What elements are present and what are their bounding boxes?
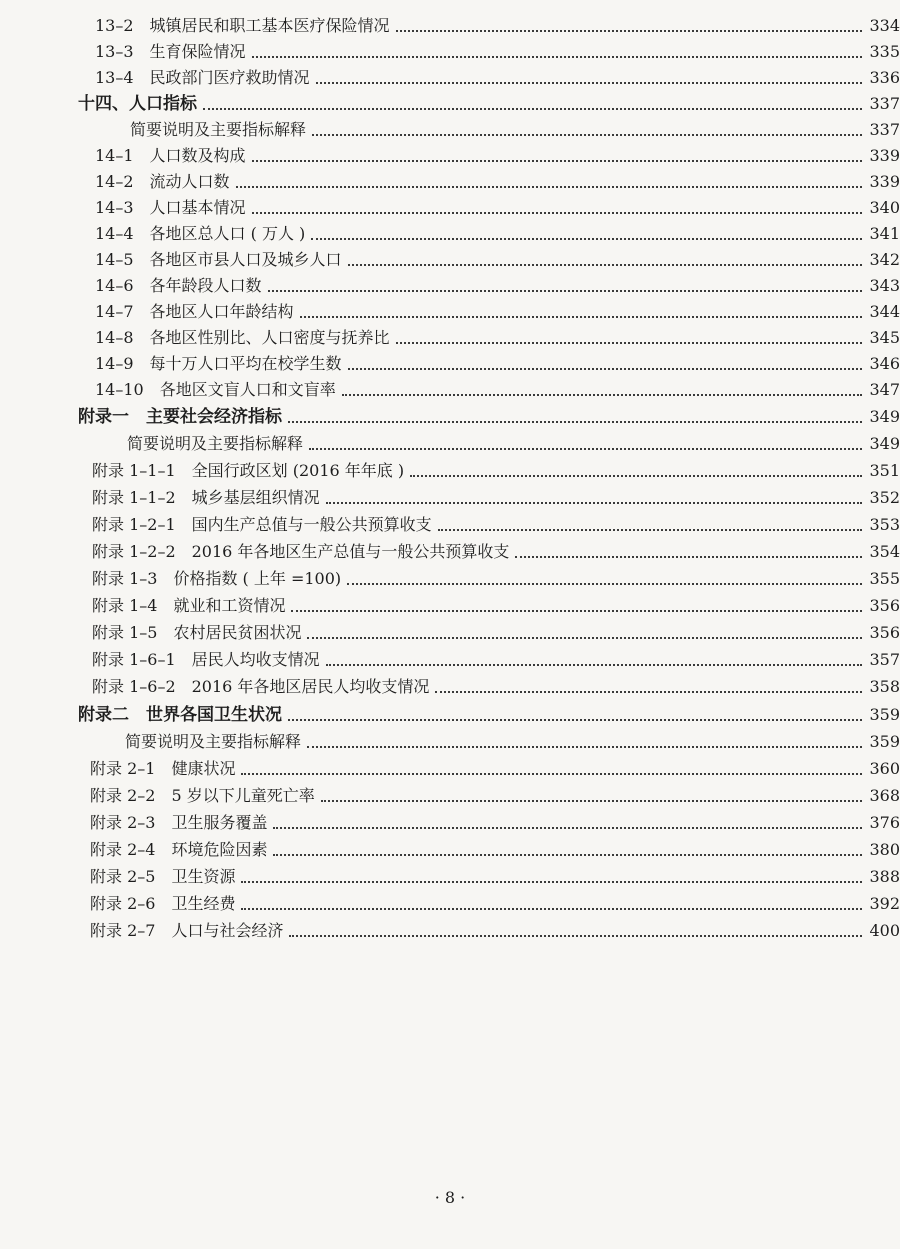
- toc-entry-page: 355: [869, 569, 900, 588]
- dot-leader: [316, 81, 862, 84]
- toc-entry[interactable]: [0, 270, 900, 296]
- dot-leader: [252, 159, 862, 162]
- toc-entry-page: 342: [869, 250, 900, 269]
- toc-entry[interactable]: [0, 166, 900, 192]
- toc-entry-page: 358: [869, 677, 900, 696]
- toc-entry[interactable]: [0, 780, 900, 806]
- dot-leader: [309, 447, 862, 450]
- dot-leader: [326, 501, 862, 504]
- toc-entry[interactable]: [0, 140, 900, 166]
- toc-entry-label: 附录 1–4 就业和工资情况: [92, 596, 286, 615]
- dot-leader: [241, 907, 862, 910]
- toc-entry-page: 352: [869, 488, 900, 507]
- dot-leader: [410, 474, 862, 477]
- dot-leader: [396, 29, 862, 32]
- toc-entry-page: 347: [869, 380, 900, 399]
- toc-entry[interactable]: [0, 296, 900, 322]
- toc-entry-label: 13–4 民政部门医疗救助情况: [95, 68, 310, 87]
- toc-entry-label: 附录 2–4 环境危险因素: [90, 840, 268, 859]
- dot-leader: [435, 690, 862, 693]
- toc-entry-page: 345: [869, 328, 900, 347]
- toc-section-heading[interactable]: [0, 88, 900, 114]
- toc-entry-page: 357: [869, 650, 900, 669]
- dot-leader: [438, 528, 862, 531]
- toc-entry-page: 368: [869, 786, 900, 805]
- toc-entry-label: 附录 2–2 5 岁以下儿童死亡率: [90, 786, 315, 805]
- dot-leader: [291, 609, 862, 612]
- toc-entry[interactable]: [0, 617, 900, 643]
- toc-entry-label: 14–6 各年龄段人口数: [95, 276, 262, 295]
- dot-leader: [311, 237, 862, 240]
- toc-entry-label: 附录 1–1–2 城乡基层组织情况: [92, 488, 320, 507]
- toc-entry[interactable]: [0, 915, 900, 941]
- toc-entry-page: 359: [869, 705, 900, 724]
- toc-entry-page: 346: [869, 354, 900, 373]
- toc-entry-page: 341: [869, 224, 900, 243]
- toc-entry-label: 14–1 人口数及构成: [95, 146, 246, 165]
- toc-section-heading[interactable]: [0, 401, 900, 427]
- toc-entry-page: 356: [869, 596, 900, 615]
- dot-leader: [312, 133, 862, 136]
- toc-entry-label: 14–10 各地区文盲人口和文盲率: [95, 380, 336, 399]
- toc-entry-label: 附录 1–2–1 国内生产总值与一般公共预算收支: [92, 515, 432, 534]
- toc-entry-page: 344: [869, 302, 900, 321]
- toc-entry[interactable]: [0, 192, 900, 218]
- toc-entry-label: 14–8 各地区性别比、人口密度与抚养比: [95, 328, 390, 347]
- toc-entry[interactable]: [0, 888, 900, 914]
- dot-leader: [300, 315, 862, 318]
- dot-leader: [268, 289, 862, 292]
- toc-entry-page: 392: [869, 894, 900, 913]
- toc-entry-label: 附录 1–5 农村居民贫困状况: [92, 623, 302, 642]
- toc-entry-label: 附录 2–6 卫生经费: [90, 894, 236, 913]
- dot-leader: [289, 934, 862, 937]
- toc-entry[interactable]: [0, 834, 900, 860]
- toc-entry[interactable]: [0, 244, 900, 270]
- toc-entry-label: 简要说明及主要指标解释: [130, 120, 307, 139]
- toc-entry-label: 14–4 各地区总人口 ( 万人 ): [95, 224, 306, 243]
- toc-entry[interactable]: [0, 861, 900, 887]
- toc-entry[interactable]: [0, 348, 900, 374]
- toc-entry[interactable]: [0, 455, 900, 481]
- toc-entry[interactable]: [0, 753, 900, 779]
- dot-leader: [396, 341, 862, 344]
- toc-entry-label: 14–9 每十万人口平均在校学生数: [95, 354, 342, 373]
- toc-entry[interactable]: [0, 36, 900, 62]
- dot-leader: [288, 718, 862, 721]
- toc-entry-page: 353: [869, 515, 900, 534]
- toc-entry[interactable]: [0, 726, 900, 752]
- toc-entry[interactable]: [0, 644, 900, 670]
- dot-leader: [326, 663, 862, 666]
- toc-entry-page: 400: [869, 921, 900, 940]
- toc-entry[interactable]: [0, 10, 900, 36]
- dot-leader: [515, 555, 862, 558]
- dot-leader: [273, 853, 862, 856]
- toc-entry-label: 附录 2–1 健康状况: [90, 759, 236, 778]
- toc-entry[interactable]: [0, 62, 900, 88]
- toc-entry-label: 14–5 各地区市县人口及城乡人口: [95, 250, 342, 269]
- toc-entry-page: 339: [869, 172, 900, 191]
- dot-leader: [307, 636, 862, 639]
- toc-entry-label: 14–2 流动人口数: [95, 172, 230, 191]
- dot-leader: [241, 772, 862, 775]
- toc-entry-page: 359: [869, 732, 900, 751]
- toc-entry-label: 附录 1–6–1 居民人均收支情况: [92, 650, 320, 669]
- toc-entry-label: 14–7 各地区人口年龄结构: [95, 302, 294, 321]
- toc-entry-page: 339: [869, 146, 900, 165]
- dot-leader: [236, 185, 862, 188]
- toc-entry-page: 360: [869, 759, 900, 778]
- toc-entry-label: 简要说明及主要指标解释: [125, 732, 302, 751]
- toc-entry-label: 附录 2–3 卫生服务覆盖: [90, 813, 268, 832]
- toc-entry[interactable]: [0, 428, 900, 454]
- dot-leader: [347, 582, 862, 585]
- toc-entry-page: 336: [869, 68, 900, 87]
- toc-entry[interactable]: [0, 482, 900, 508]
- toc-entry-page: 335: [869, 42, 900, 61]
- dot-leader: [252, 55, 862, 58]
- page-number-footer: · 8 ·: [434, 1188, 466, 1207]
- toc-entry[interactable]: [0, 563, 900, 589]
- toc-entry[interactable]: [0, 509, 900, 535]
- toc-entry-page: 349: [869, 434, 900, 453]
- dot-leader: [307, 745, 862, 748]
- dot-leader: [342, 393, 862, 396]
- toc-entry-label: 简要说明及主要指标解释: [127, 434, 304, 453]
- dot-leader: [252, 211, 862, 214]
- toc-entry-page: 351: [869, 461, 900, 480]
- toc-entry-label: 附录 2–7 人口与社会经济: [90, 921, 284, 940]
- toc-entry-label: 附录 1–3 价格指数 ( 上年 =100): [92, 569, 342, 588]
- dot-leader: [241, 880, 862, 883]
- toc-entry[interactable]: [0, 218, 900, 244]
- toc-entry-page: 380: [869, 840, 900, 859]
- toc-entry-label: 13–3 生育保险情况: [95, 42, 246, 61]
- toc-entry[interactable]: [0, 322, 900, 348]
- toc-entry-page: 349: [869, 407, 900, 426]
- toc-entry-label: 附录 1–1–1 全国行政区划 (2016 年年底 ): [92, 461, 405, 480]
- toc-entry-page: 376: [869, 813, 900, 832]
- toc-entry-label: 13–2 城镇居民和职工基本医疗保险情况: [95, 16, 390, 35]
- toc-entry-label: 14–3 人口基本情况: [95, 198, 246, 217]
- toc-entry[interactable]: [0, 114, 900, 140]
- toc-entry[interactable]: [0, 374, 900, 400]
- toc-entry-page: 340: [869, 198, 900, 217]
- toc-entry[interactable]: [0, 590, 900, 616]
- toc-entry-label: 附录 2–5 卫生资源: [90, 867, 236, 886]
- dot-leader: [203, 107, 862, 110]
- toc-entry-label: 附录 1–2–2 2016 年各地区生产总值与一般公共预算收支: [92, 542, 510, 561]
- toc-entry-page: 354: [869, 542, 900, 561]
- toc-section-heading[interactable]: [0, 699, 900, 725]
- dot-leader: [321, 799, 862, 802]
- toc-entry[interactable]: [0, 536, 900, 562]
- toc-entry-page: 334: [869, 16, 900, 35]
- toc-entry-label: 附录 1–6–2 2016 年各地区居民人均收支情况: [92, 677, 430, 696]
- toc-section-label: 十四、人口指标: [78, 94, 197, 114]
- toc-entry-page: 337: [869, 120, 900, 139]
- dot-leader: [288, 420, 862, 423]
- toc-entry[interactable]: [0, 807, 900, 833]
- dot-leader: [348, 263, 862, 266]
- toc-section-label: 附录一 主要社会经济指标: [78, 407, 282, 427]
- toc-entry-page: 356: [869, 623, 900, 642]
- dot-leader: [348, 367, 862, 370]
- toc-entry-page: 343: [869, 276, 900, 295]
- toc-entry-page: 388: [869, 867, 900, 886]
- toc-entry[interactable]: [0, 671, 900, 697]
- dot-leader: [273, 826, 862, 829]
- toc-entry-page: 337: [869, 94, 900, 113]
- toc-section-label: 附录二 世界各国卫生状况: [78, 705, 282, 725]
